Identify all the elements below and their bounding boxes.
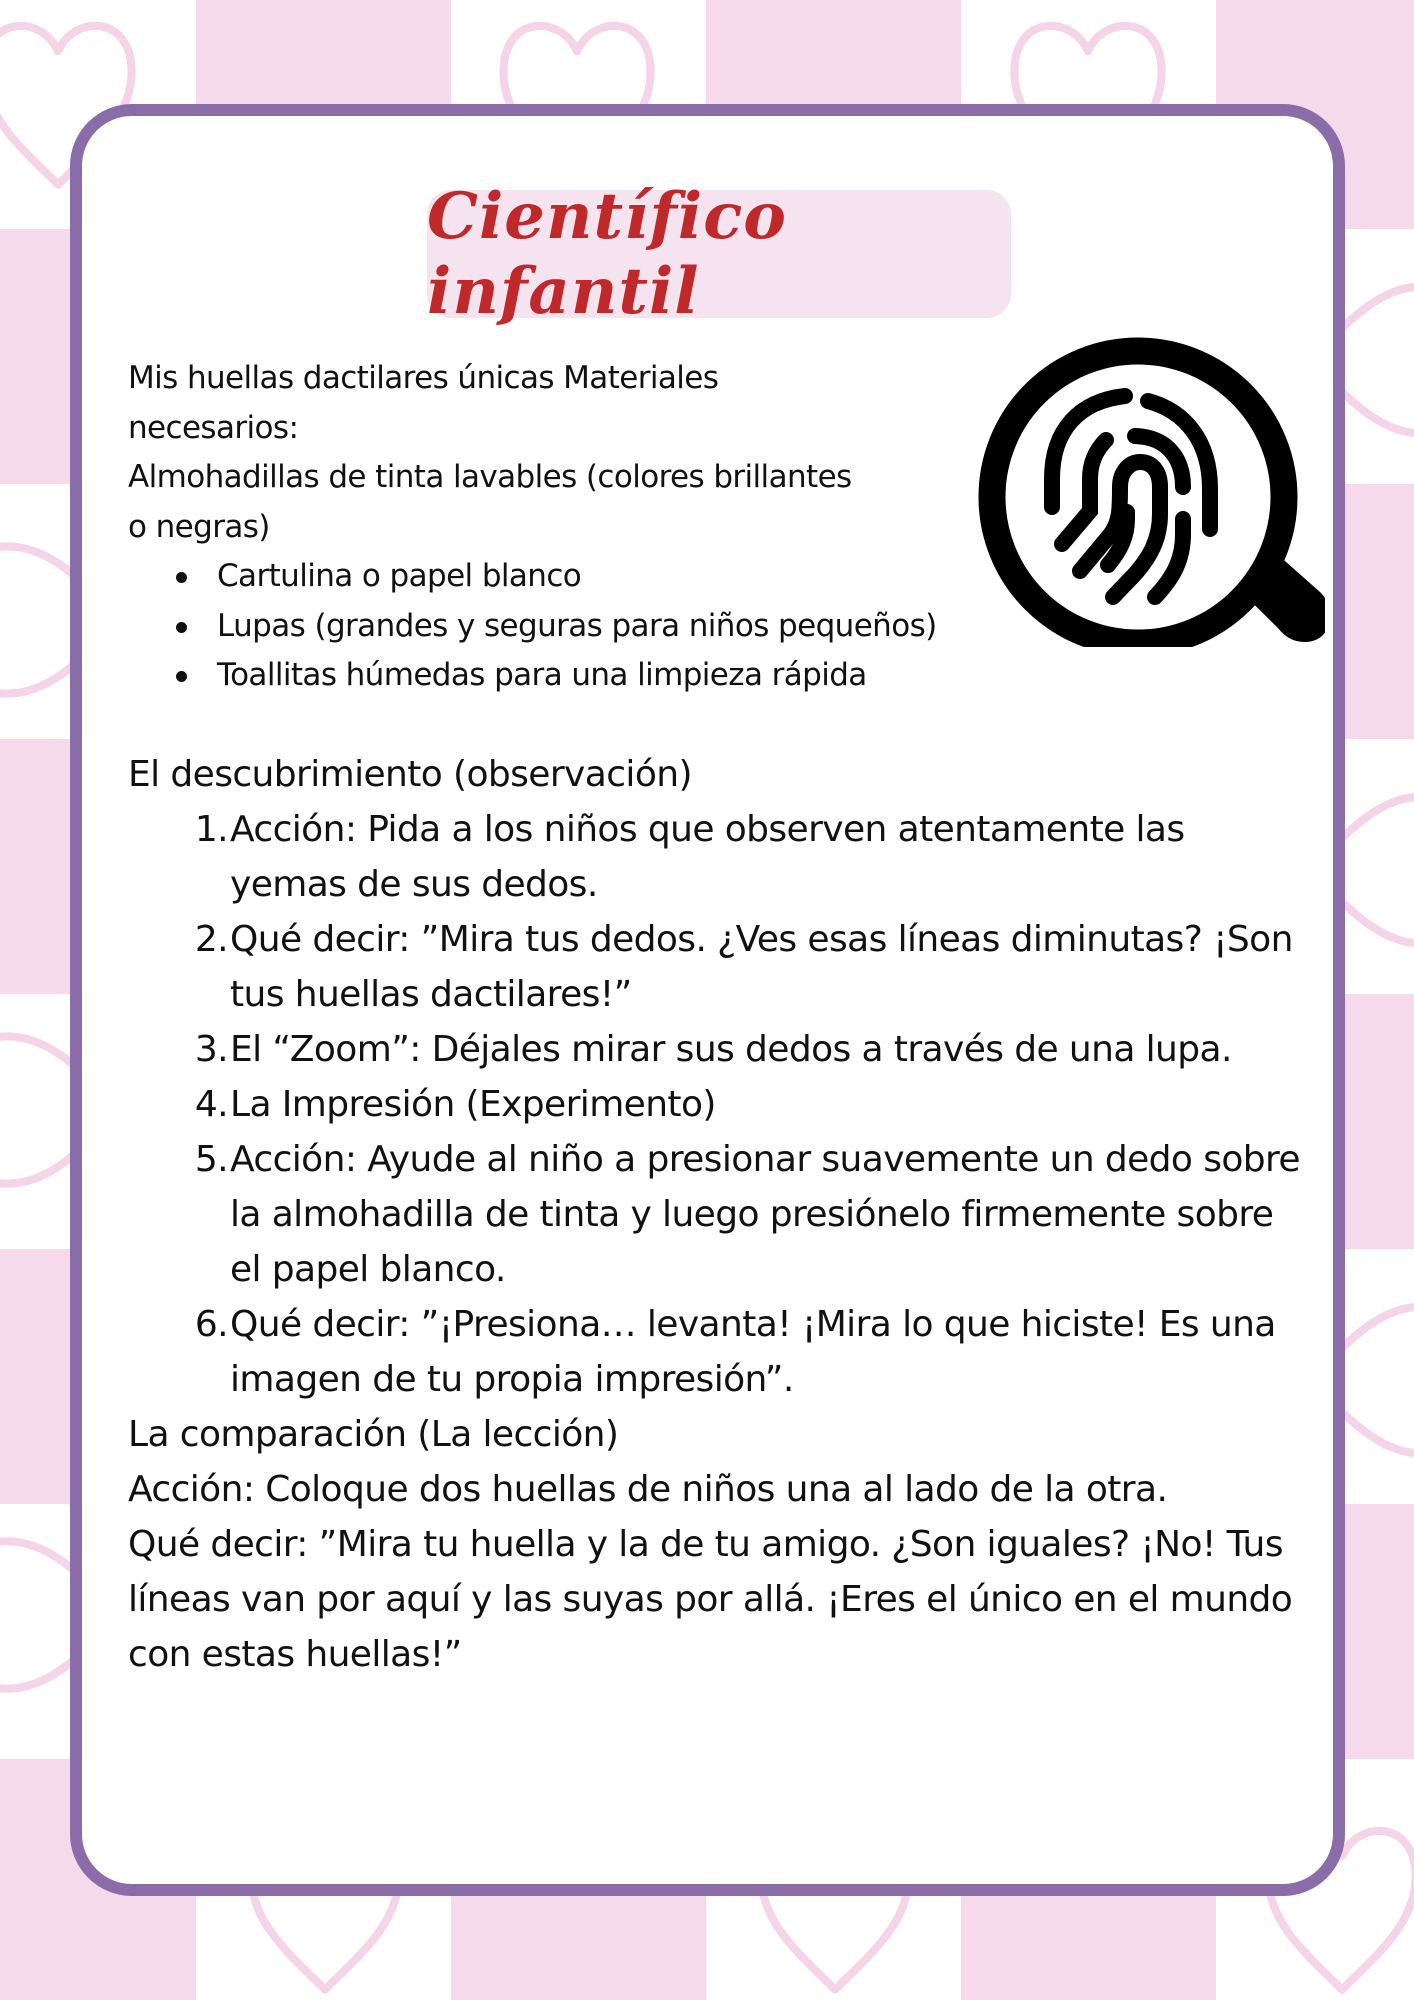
step-number: 2. [194, 918, 228, 960]
page-title: Científico infantil [427, 179, 787, 329]
step-text: El “Zoom”: Déjales mirar sus dedos a través de una lupa. [230, 1028, 1232, 1070]
materials-intro-line: Mis huellas dactilares únicas Materiales [128, 360, 719, 396]
step-text: Acción: Pida a los niños que observen atentamente las yemas de sus dedos. [230, 808, 1185, 905]
step-number: 1. [194, 808, 228, 850]
comparison-action: Acción: Coloque dos huellas de niños una al lado de la otra. [128, 1468, 1168, 1510]
step-item [128, 1132, 1308, 1297]
step-text: Qué decir: ”¡Presiona… levanta! ¡Mira lo que hiciste! Es una imagen de tu propia impresión”. [230, 1303, 1276, 1400]
list-item-text: Lupas (grandes y seguras para niños pequeños) [217, 607, 937, 644]
list-item-text: Cartulina o papel blanco [217, 558, 582, 594]
materials-list [128, 552, 972, 701]
materials-intro-line: Almohadillas de tinta lavables (colores brillantes [128, 459, 852, 495]
discovery-steps [128, 802, 1308, 1407]
bullet-icon [176, 572, 187, 583]
comparison-say: Qué decir: ”Mira tu huella y la de tu amigo. ¿Son iguales? ¡No! Tus líneas van por aquí y las suyas por allá. ¡Eres el único en el mundo con estas huellas!” [128, 1523, 1293, 1675]
bullet-icon [176, 622, 187, 633]
materials-intro-line: necesarios: [128, 409, 299, 446]
step-number: 5. [194, 1138, 228, 1180]
materials-intro-line: o negras) [128, 508, 270, 545]
step-item [128, 912, 1308, 1022]
bullet-icon [176, 671, 187, 682]
discovery-heading: El descubrimiento (observación) [128, 753, 692, 795]
step-text: La Impresión (Experimento) [230, 1083, 716, 1125]
comparison-heading: La comparación (La lección) [128, 1413, 619, 1455]
list-item [172, 552, 972, 602]
step-item [128, 1077, 1308, 1132]
list-item [172, 602, 972, 652]
step-item [128, 1022, 1308, 1077]
step-text: Qué decir: ”Mira tus dedos. ¿Ves esas líneas diminutas? ¡Son tus huellas dactilares!” [230, 918, 1293, 1015]
step-text: Acción: Ayude al niño a presionar suavemente un dedo sobre la almohadilla de tinta y luego presiónelo firmemente sobre el papel blanco. [230, 1138, 1300, 1290]
step-item [128, 1297, 1308, 1407]
step-number: 3. [194, 1028, 228, 1070]
step-number: 4. [194, 1083, 228, 1125]
materials-intro [128, 354, 958, 552]
list-item [172, 651, 972, 701]
step-number: 6. [194, 1303, 228, 1345]
step-item [128, 802, 1308, 912]
magnifying-glass-fingerprint-icon [905, 217, 1325, 647]
list-item-text: Toallitas húmedas para una limpieza rápida [217, 657, 867, 693]
